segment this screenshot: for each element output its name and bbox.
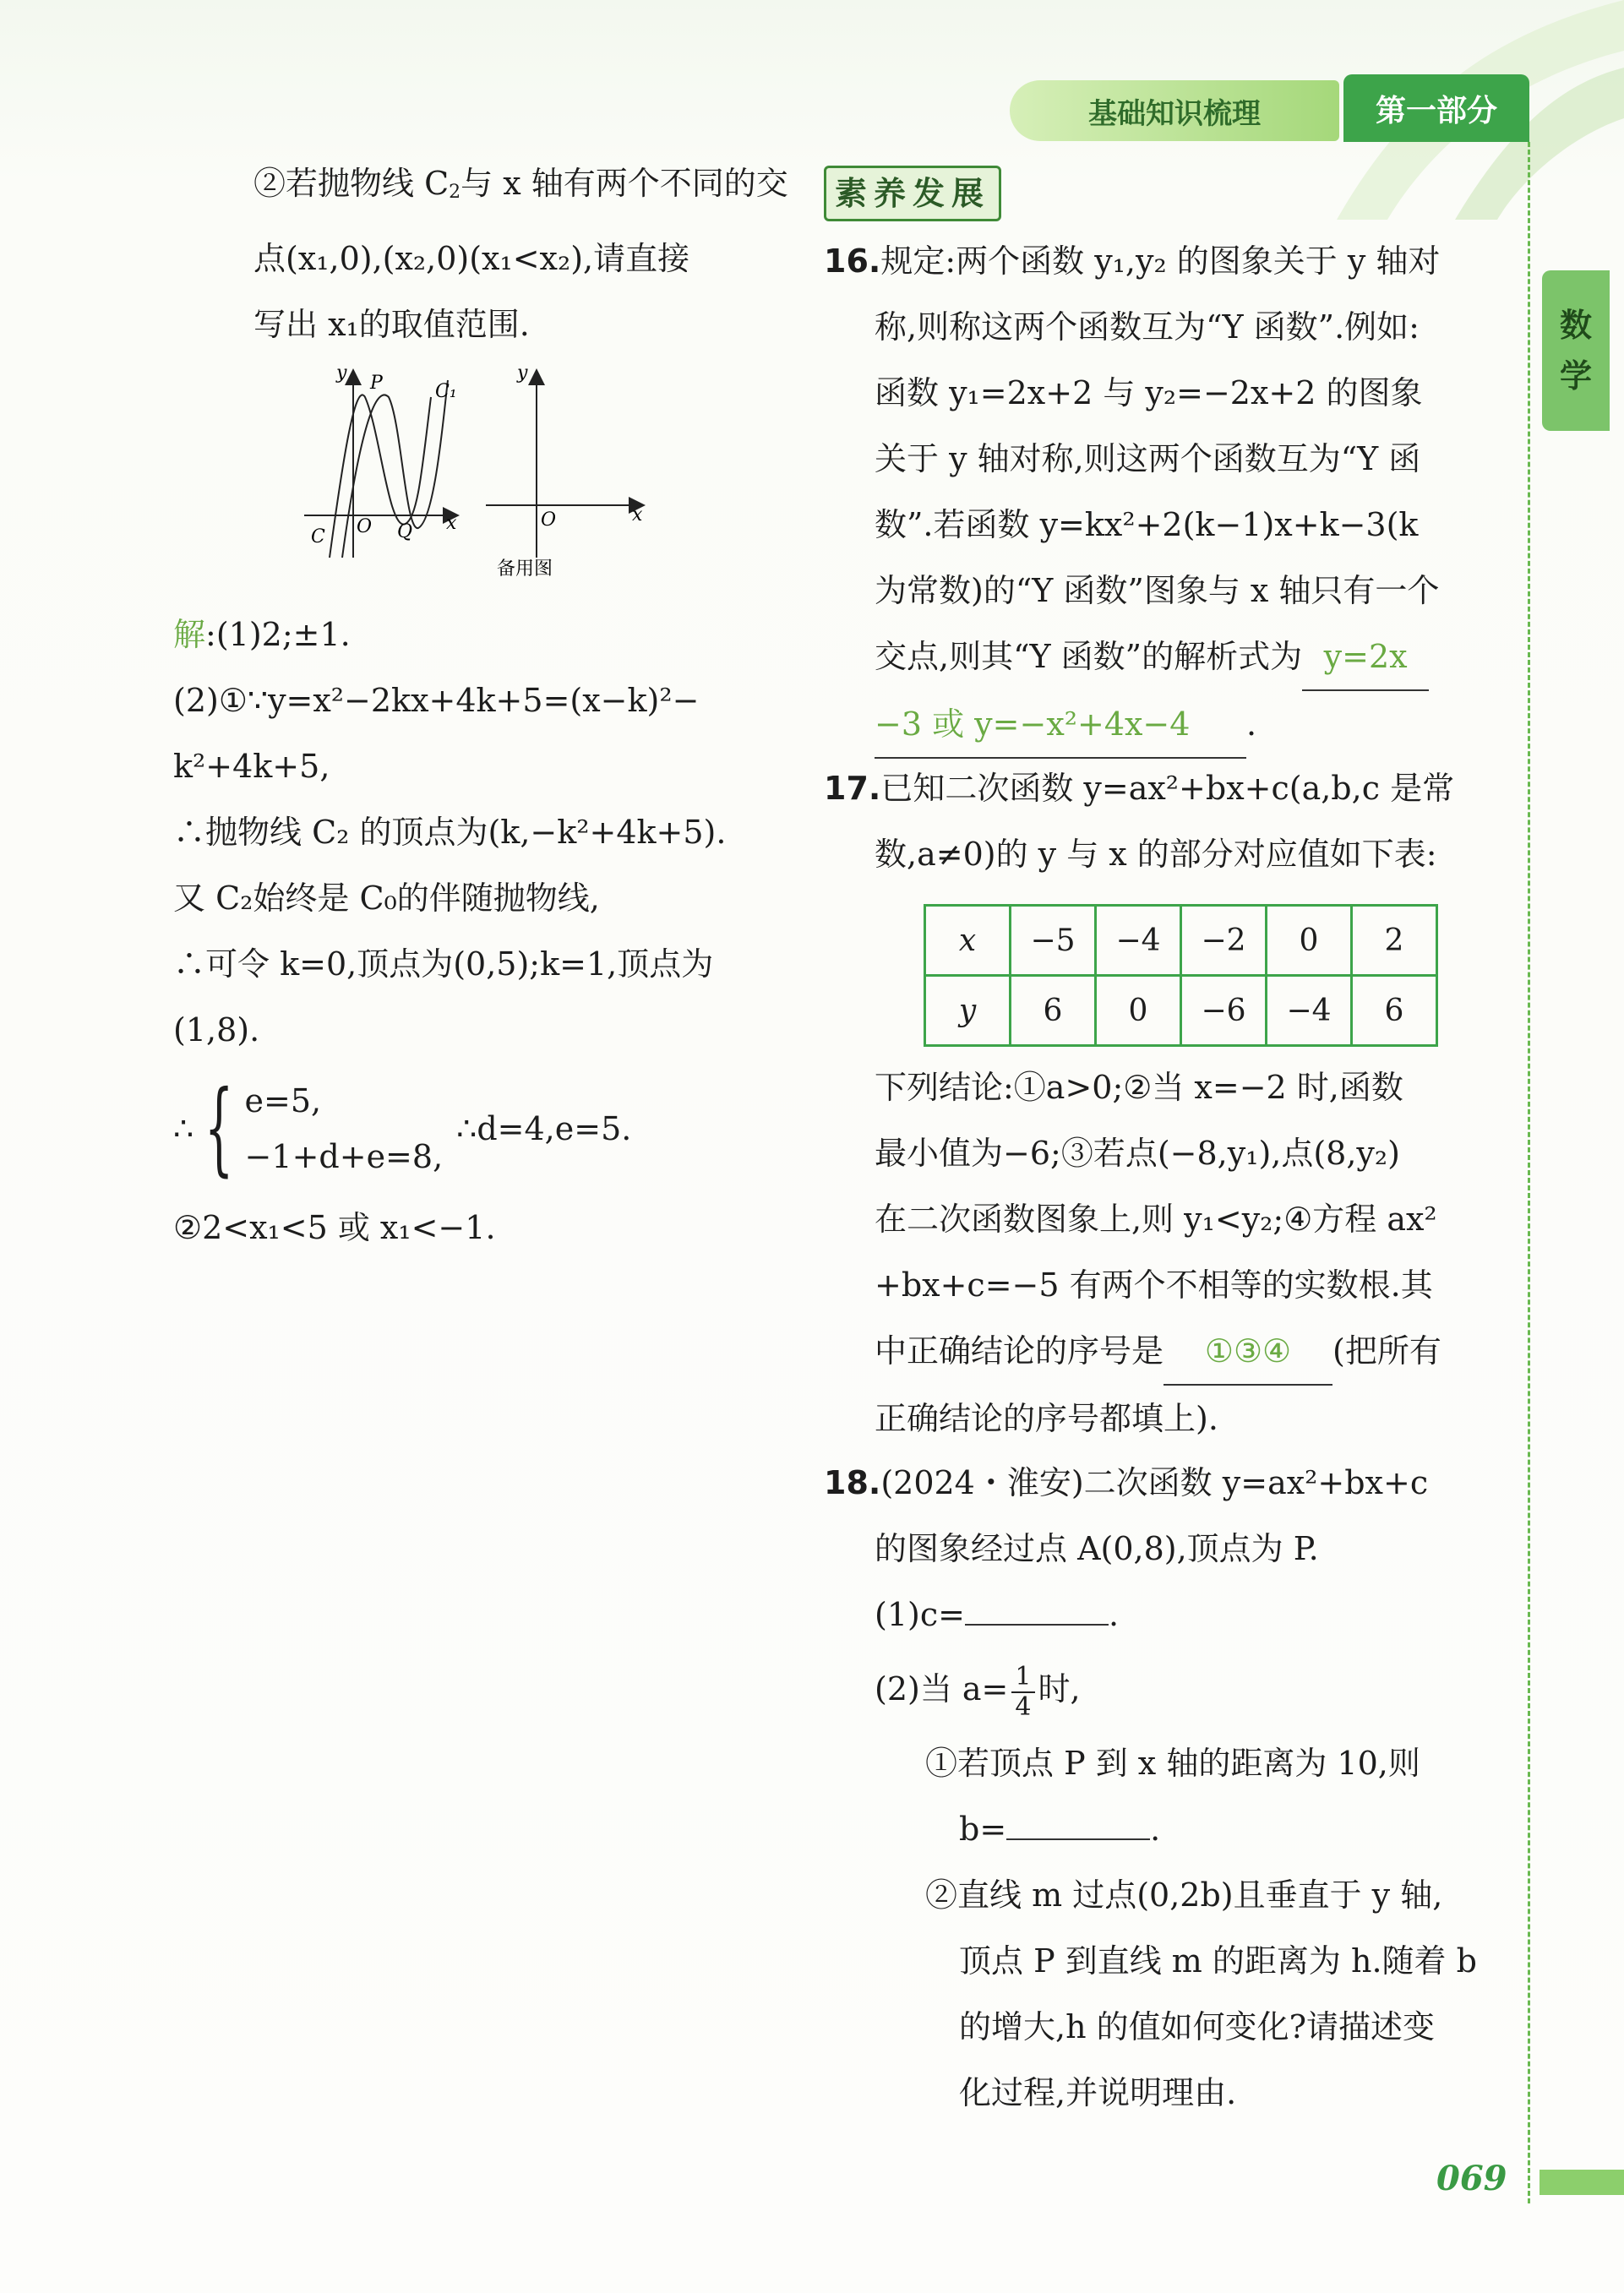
q17-line-2: 数,a≠0)的 y 与 x 的部分对应值如下表: bbox=[875, 836, 1437, 873]
system-brace: { bbox=[204, 1070, 234, 1187]
solution-line-2: (2)①∵y=x²−2kx+4k+5=(x−k)²− bbox=[173, 682, 700, 719]
q17-line-7b: (把所有 bbox=[1332, 1332, 1441, 1370]
subject-char-1: 数 bbox=[1559, 307, 1592, 344]
table-cell: 0 bbox=[1096, 976, 1181, 1046]
table-row-x bbox=[925, 906, 1437, 976]
q18-line-8: 顶点 P 到直线 m 的距离为 h.随着 b bbox=[959, 1942, 1477, 1980]
margin-dashed-line bbox=[1528, 142, 1530, 2203]
fraction-one-quarter: $\frac{1}{4}$ bbox=[1011, 1663, 1034, 1722]
system-equations bbox=[245, 1073, 444, 1185]
question-17 bbox=[824, 755, 1454, 887]
table-header-x: x bbox=[925, 906, 1011, 976]
q18-line-5: ①若顶点 P 到 x 轴的距离为 10,则 bbox=[925, 1745, 1420, 1782]
q17-line-7a: 中正确结论的序号是 bbox=[875, 1332, 1164, 1370]
q17-line-5: 在二次函数图象上,则 y₁<y₂;④方程 ax² bbox=[875, 1201, 1437, 1238]
solution-line-5: 又 C₂始终是 C₀的伴随抛物线, bbox=[173, 880, 600, 917]
section-title-row bbox=[824, 161, 1001, 226]
q-part2-line1: ②若抛物线 C2与 x 轴有两个不同的交 bbox=[253, 165, 788, 203]
left-column bbox=[253, 150, 788, 357]
solution-label: 解 bbox=[173, 616, 206, 653]
fig-label-x: x bbox=[446, 513, 457, 534]
parabola-c-curve bbox=[330, 395, 431, 558]
page-number: 069 bbox=[1436, 2159, 1507, 2198]
q16-number: 16. bbox=[824, 242, 881, 280]
q16-line-3: 函数 y₁=2x+2 与 y₂=−2x+2 的图象 bbox=[875, 374, 1423, 411]
value-table bbox=[924, 904, 1438, 1047]
header-section-label: 基础知识梳理 bbox=[1010, 80, 1339, 141]
system-eq-2: −1+d+e=8, bbox=[244, 1138, 444, 1175]
table-cell: 0 bbox=[1267, 906, 1352, 976]
subject-side-tab bbox=[1542, 270, 1610, 431]
parabola-figure bbox=[296, 363, 659, 600]
solution-line-7: (1,8). bbox=[173, 1011, 260, 1048]
table-row-y bbox=[925, 976, 1437, 1046]
table-cell: −2 bbox=[1181, 906, 1267, 976]
q17-line-6: +bx+c=−5 有两个不相等的实数根.其 bbox=[875, 1266, 1433, 1304]
q17-line-1: 已知二次函数 y=ax²+bx+c(a,b,c 是常 bbox=[880, 770, 1455, 807]
solution-line-3: k²+4k+5, bbox=[173, 748, 330, 785]
q16-line-5: 数”.若函数 y=kx²+2(k−1)x+k−3(k bbox=[875, 506, 1419, 543]
fig-label-q: Q bbox=[397, 521, 413, 542]
q16-line-4: 关于 y 轴对称,则这两个函数互为“Y 函 bbox=[875, 440, 1421, 477]
q17-number: 17. bbox=[824, 770, 881, 807]
table-cell: 6 bbox=[1352, 976, 1437, 1046]
solution-line-8: ②2<x₁<5 或 x₁<−1. bbox=[173, 1209, 496, 1246]
q18-line-10: 化过程,并说明理由. bbox=[959, 2074, 1237, 2111]
q17-answer: ①③④ bbox=[1164, 1318, 1332, 1386]
fig-label-c: C bbox=[311, 526, 325, 547]
figure-caption: 备用图 bbox=[497, 558, 553, 580]
q17-line-3: 下列结论:①a>0;②当 x=−2 时,函数 bbox=[875, 1069, 1403, 1106]
spare-label-o: O bbox=[541, 509, 557, 531]
q18-b-label: b= bbox=[959, 1811, 1007, 1848]
table-cell: 6 bbox=[1011, 976, 1096, 1046]
q16-line-2: 称,则称这两个函数互为“Y 函数”.例如: bbox=[875, 308, 1420, 346]
q16-line-1: 规定:两个函数 y₁,y₂ 的图象关于 y 轴对 bbox=[880, 242, 1441, 280]
question-18: 18.(2024・淮安)二次函数 y=ax²+bx+c 的图象经过点 A(0,8),顶点为 P. (1)c= . (2)当 a= $\frac{1}{4}$ 时, ①若顶点 P 到 x 轴的距离为 10,则 b= . ②直线 m 过点(0,2b)且垂直于 y 轴, 顶点 P 到直线 m 的距离为 h.随着 b 的增大,h 的值如何变化?请描述变 化过程,并说明理由. bbox=[824, 1450, 1477, 2126]
q18-line-2: 的图象经过点 A(0,8),顶点为 P. bbox=[875, 1530, 1319, 1567]
table-cell: −4 bbox=[1267, 976, 1352, 1046]
q-part2-line3: 写出 x₁的取值范围. bbox=[253, 306, 530, 343]
solution-block bbox=[173, 602, 726, 1261]
system-result: ∴d=4,e=5. bbox=[456, 1110, 632, 1147]
q16-answer-part-2: −3 或 y=−x²+4x−4 bbox=[875, 691, 1246, 759]
section-title: 素养发展 bbox=[824, 166, 1001, 221]
q18-line-1: (2024・淮安)二次函数 y=ax²+bx+c bbox=[880, 1464, 1429, 1501]
subject-char-2: 学 bbox=[1559, 357, 1592, 395]
equation-system bbox=[173, 1063, 726, 1195]
q18-part1-blank[interactable] bbox=[965, 1624, 1109, 1626]
q18-b-blank[interactable] bbox=[1006, 1838, 1150, 1840]
question-17-continued bbox=[875, 1054, 1441, 1452]
q18-number: 18. bbox=[824, 1464, 881, 1501]
solution-line-1: 解:(1)2;±1. bbox=[173, 616, 351, 653]
q18-part2b: 时, bbox=[1038, 1670, 1081, 1707]
question-16: 16.规定:两个函数 y₁,y₂ 的图象关于 y 轴对 称,则称这两个函数互为“Y 函数”.例如: 函数 y₁=2x+2 与 y₂=−2x+2 的图象 关于 y 轴对称,则这两个函数互为“Y 函 数”.若函数 y=kx²+2(k−1)x+k−3(k 为常数)的“Y 函数”图象与 x 轴只有一个 交点,则其“Y 函数”的解析式为 y=2x −3 或 y=−x²+4x−4 . bbox=[824, 228, 1440, 759]
fig-label-o: O bbox=[357, 516, 373, 537]
q17-line-4: 最小值为−6;③若点(−8,y₁),点(8,y₂) bbox=[875, 1135, 1400, 1172]
fig-label-y: y bbox=[336, 363, 347, 384]
system-eq-1: e=5, bbox=[244, 1082, 322, 1119]
solution-line-4: ∴抛物线 C₂ 的顶点为(k,−k²+4k+5). bbox=[173, 814, 727, 851]
q18-line-7: ②直线 m 过点(0,2b)且垂直于 y 轴, bbox=[925, 1876, 1443, 1914]
header-part-label: 第一部分 bbox=[1343, 74, 1529, 142]
system-therefore: ∴ bbox=[173, 1110, 194, 1147]
table-cell: −5 bbox=[1011, 906, 1096, 976]
q18-part2a: (2)当 a= bbox=[875, 1670, 1009, 1707]
right-column bbox=[824, 161, 1001, 226]
spare-label-x: x bbox=[632, 504, 643, 526]
solution-line-6: ∴可令 k=0,顶点为(0,5);k=1,顶点为 bbox=[173, 945, 714, 983]
table-cell: −6 bbox=[1181, 976, 1267, 1046]
q16-answer-part-1: y=2x bbox=[1302, 624, 1429, 691]
fig-label-c1: C₁ bbox=[435, 381, 457, 402]
q16-line-7: 交点,则其“Y 函数”的解析式为 bbox=[875, 638, 1303, 675]
q16-line-6: 为常数)的“Y 函数”图象与 x 轴只有一个 bbox=[875, 572, 1440, 609]
table-cell: −4 bbox=[1096, 906, 1181, 976]
q18-line-9: 的增大,h 的值如何变化?请描述变 bbox=[959, 2008, 1436, 2045]
fig-label-p: P bbox=[370, 373, 383, 394]
q17-line-8: 正确结论的序号都填上). bbox=[875, 1400, 1218, 1437]
page-number-bar bbox=[1540, 2170, 1624, 2195]
q18-part1: (1)c= bbox=[875, 1596, 965, 1633]
table-header-y: y bbox=[925, 976, 1011, 1046]
q-part2-line2: 点(x₁,0),(x₂,0)(x₁<x₂),请直接 bbox=[253, 240, 690, 277]
table-cell: 2 bbox=[1352, 906, 1437, 976]
spare-label-y: y bbox=[517, 363, 528, 384]
